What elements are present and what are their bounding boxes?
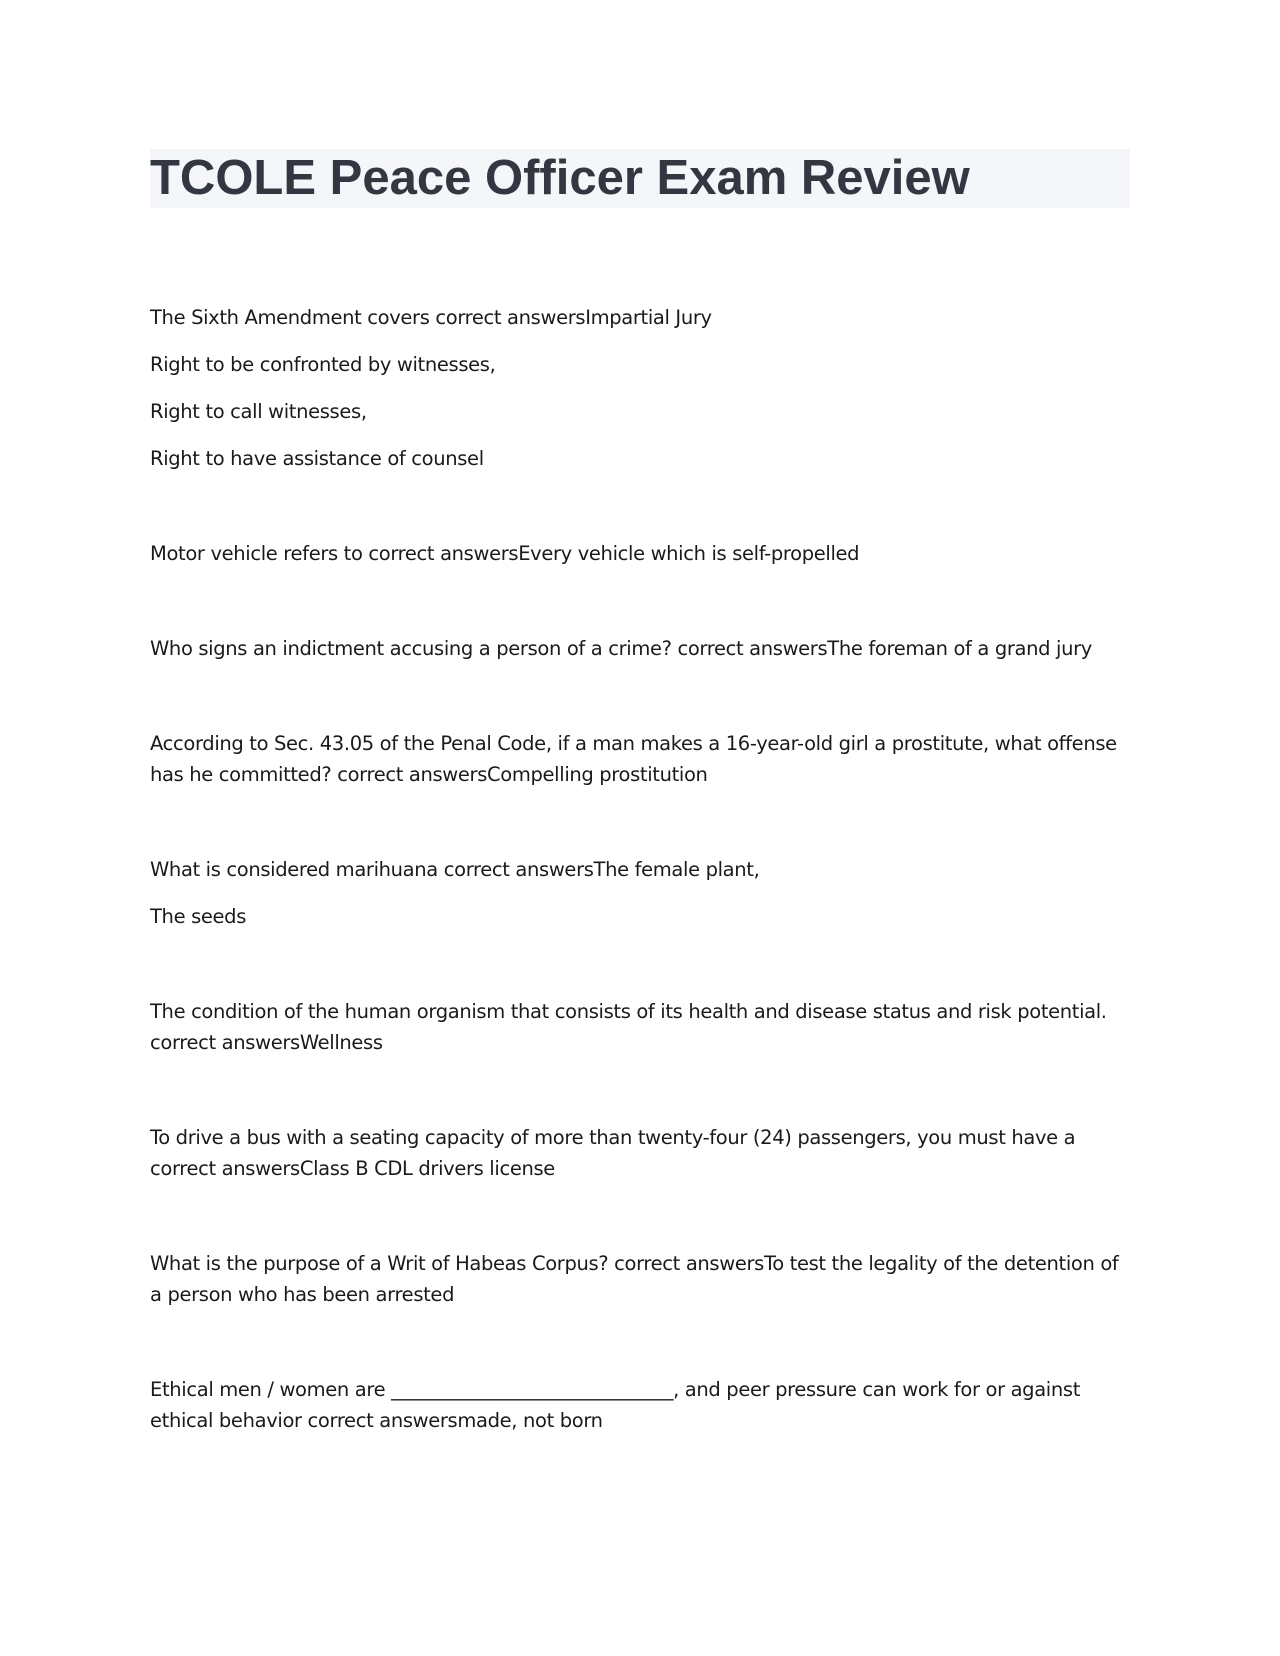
qa-entry-ethics (150, 1374, 1130, 1436)
qa-line: What is considered marihuana correct answersThe female plant, (150, 858, 760, 881)
qa-entry-motor-vehicle (150, 538, 1130, 569)
qa-line: The Sixth Amendment covers correct answersImpartial Jury (150, 306, 712, 329)
qa-paragraph: Ethical men / women are ______________________________, and peer pressure can work for or against ethical behavior correct answersmade, not born (150, 1378, 1080, 1432)
qa-entry-bus-license (150, 1122, 1130, 1184)
qa-line: Motor vehicle refers to correct answersEvery vehicle which is self-propelled (150, 542, 860, 565)
qa-line: Right to call witnesses, (150, 400, 367, 423)
qa-line: Right to have assistance of counsel (150, 447, 484, 470)
qa-line: The seeds (150, 905, 247, 928)
qa-paragraph: To drive a bus with a seating capacity of more than twenty-four (24) passengers, you must have a correct answersClass B CDL drivers license (150, 1126, 1076, 1180)
qa-paragraph: What is the purpose of a Writ of Habeas Corpus? correct answersTo test the legality of the detention of a person who has been arrested (150, 1252, 1119, 1306)
title-banner (150, 149, 1130, 208)
qa-paragraph: According to Sec. 43.05 of the Penal Code, if a man makes a 16-year-old girl a prostitute, what offense has he committed? correct answersCompelling prostitution (150, 732, 1117, 786)
document-page (150, 149, 1130, 1500)
document-title: TCOLE Peace Officer Exam Review (150, 151, 970, 205)
qa-entry-penal-code (150, 728, 1130, 790)
qa-entry-marihuana (150, 854, 1130, 932)
qa-paragraph: The condition of the human organism that consists of its health and disease status and risk potential. correct answersWellness (150, 1000, 1107, 1054)
qa-line: Who signs an indictment accusing a person of a crime? correct answersThe foreman of a grand jury (150, 637, 1092, 660)
qa-entry-sixth-amendment (150, 302, 1130, 474)
qa-line: Right to be confronted by witnesses, (150, 353, 496, 376)
qa-entry-indictment (150, 633, 1130, 664)
qa-entry-habeas-corpus (150, 1248, 1130, 1310)
qa-entry-wellness (150, 996, 1130, 1058)
